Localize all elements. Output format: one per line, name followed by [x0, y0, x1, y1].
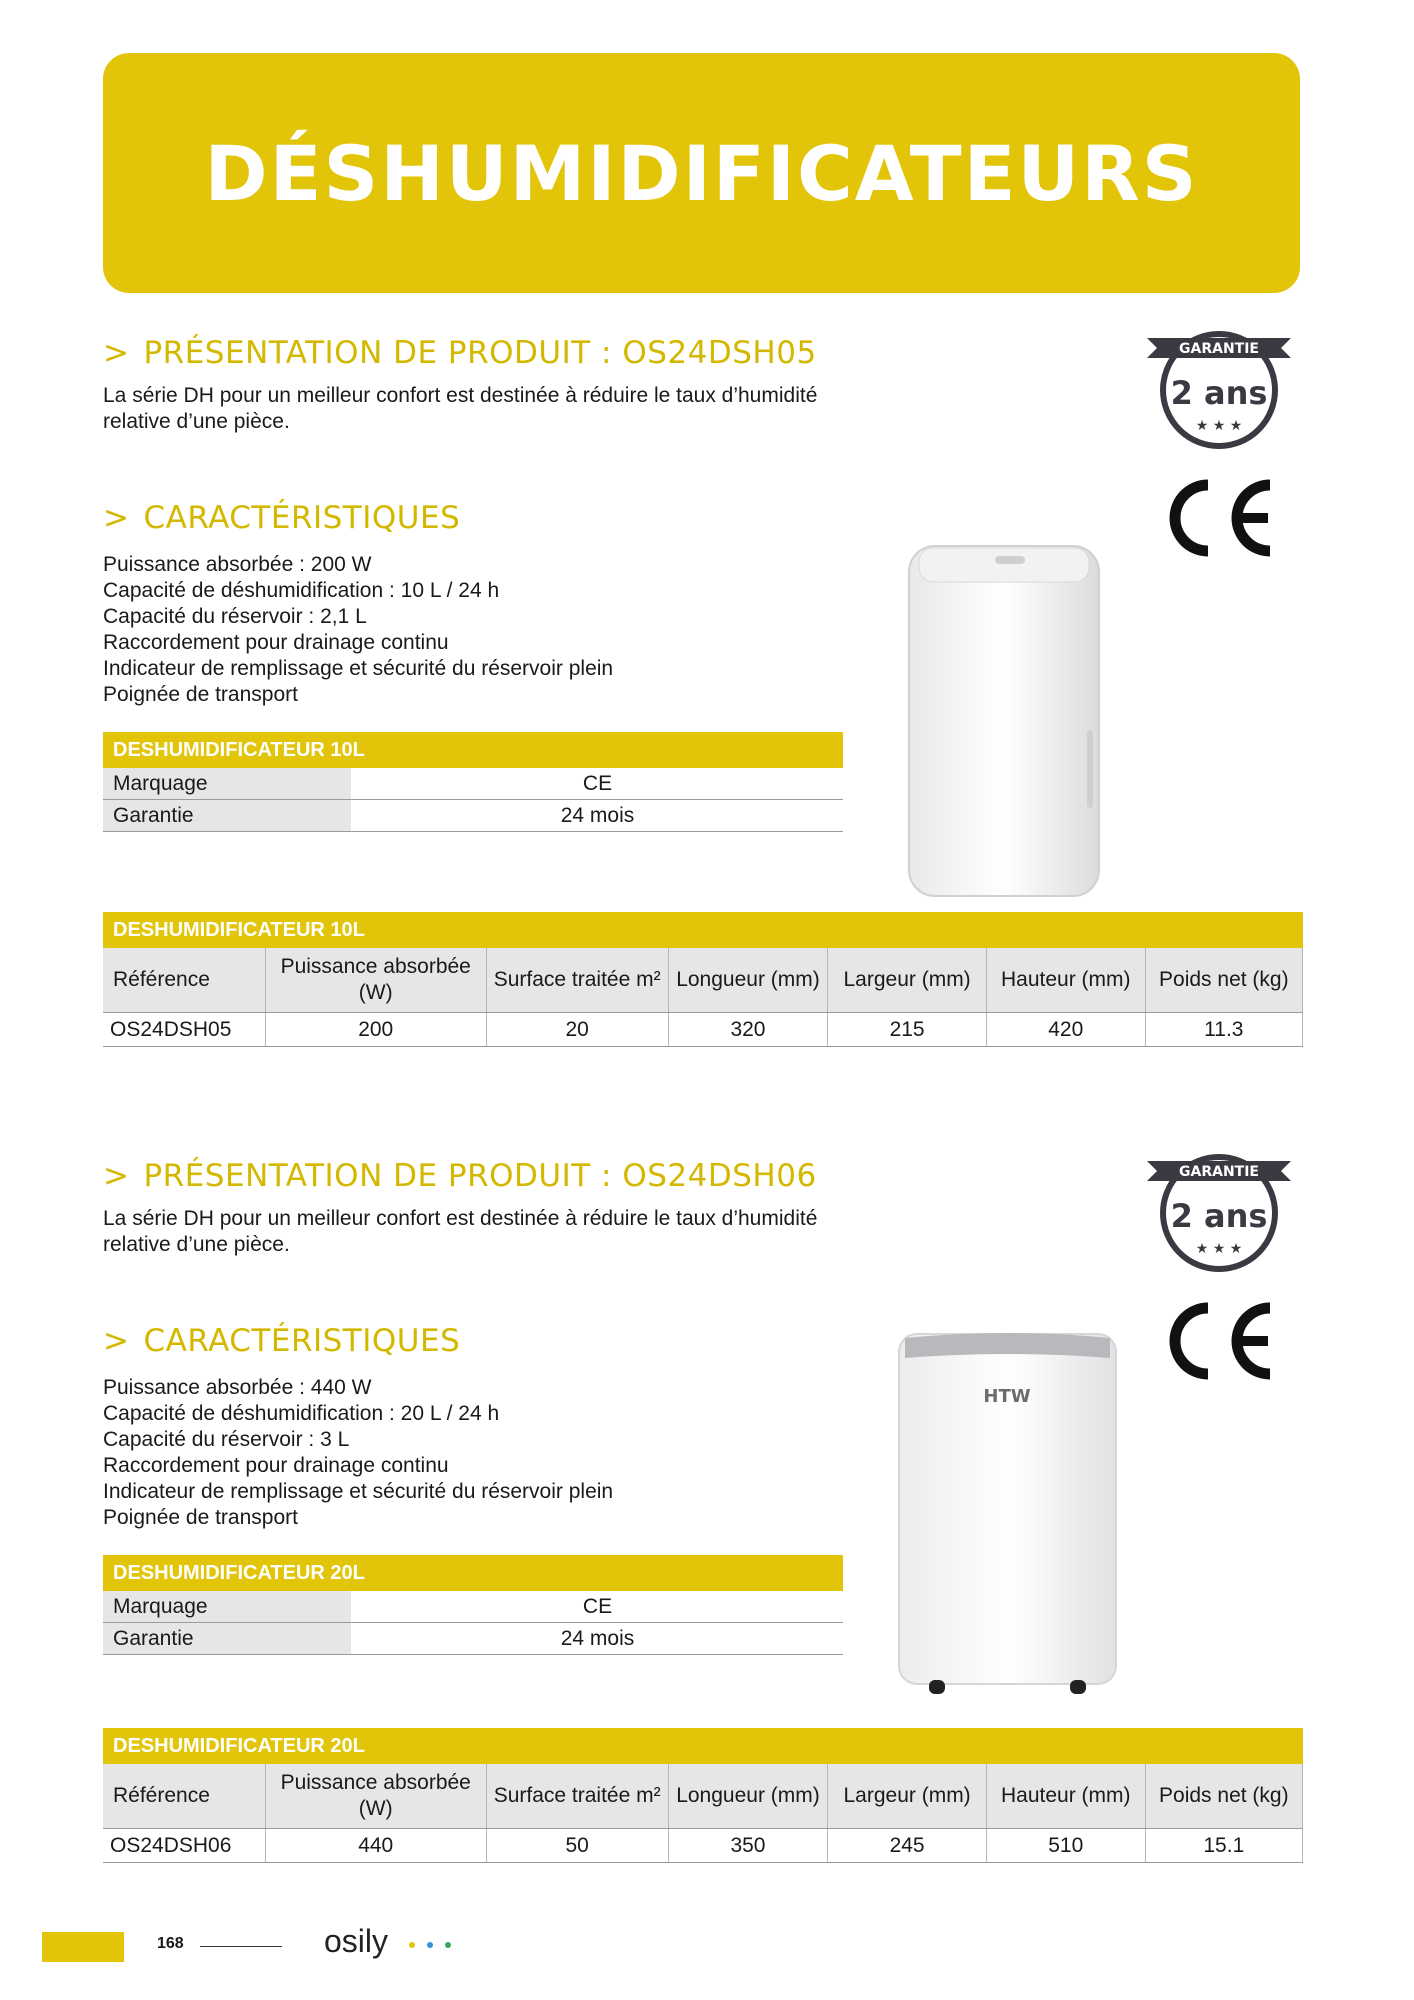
features-heading: [103, 1323, 460, 1359]
table-row: [103, 1013, 1303, 1047]
page-number: 168: [157, 1935, 184, 1952]
cell-length: 350: [668, 1829, 828, 1863]
chevron-right-icon: >: [103, 1158, 130, 1194]
product-section-os24dsh06: [0, 1158, 1414, 1978]
column-header: Poids net (kg): [1145, 1764, 1302, 1829]
column-header: Longueur (mm): [668, 948, 828, 1013]
logo-symbols-icon: [402, 1935, 472, 1955]
feature-item: Capacité du réservoir : 2,1 L: [103, 605, 367, 628]
feature-item: Puissance absorbée : 200 W: [103, 553, 372, 576]
device-brand-text: HTW: [983, 1386, 1031, 1407]
feature-item: Capacité de déshumidification : 10 L / 24 h: [103, 579, 500, 602]
feature-item: Poignée de transport: [103, 1506, 298, 1529]
table-header-row: [103, 948, 1303, 1013]
features-heading: [103, 500, 460, 536]
chevron-right-icon: >: [103, 335, 130, 371]
badge-top-text: GARANTIE: [1179, 1164, 1259, 1180]
spec-label: Marquage: [103, 1591, 352, 1623]
svg-text:★ ★ ★: ★ ★ ★: [1195, 1241, 1243, 1257]
ce-mark-icon: [1160, 475, 1280, 561]
product-description: La série DH pour un meilleur confort est destinée à réduire le taux d’humidité relative d’une pièce.: [103, 384, 818, 433]
badge-main-text: 2 ans: [1170, 374, 1268, 412]
feature-list: [103, 552, 613, 708]
dimensions-table-caption: DESHUMIDIFICATEUR 20L: [103, 1728, 1303, 1764]
product-section-os24dsh05: [0, 335, 1414, 1155]
table-header-row: [103, 1764, 1303, 1829]
svg-text:★ ★ ★: ★ ★ ★: [1195, 418, 1243, 434]
features-heading-text: CARACTÉRISTIQUES: [143, 1323, 461, 1359]
section-heading: [103, 1158, 817, 1194]
cell-length: 320: [668, 1013, 828, 1047]
spec-table-caption: DESHUMIDIFICATEUR 10L: [103, 732, 843, 768]
table-row: [103, 800, 843, 832]
cell-surface: 50: [486, 1829, 668, 1863]
column-header: Puissance absorbée (W): [265, 1764, 486, 1829]
features-heading-text: CARACTÉRISTIQUES: [143, 500, 461, 536]
dimensions-table: [103, 1728, 1303, 1863]
spec-value: 24 mois: [352, 1623, 844, 1655]
chevron-right-icon: >: [103, 1323, 130, 1359]
ce-mark-icon: [1160, 1298, 1280, 1384]
column-header: Référence: [103, 948, 265, 1013]
chevron-right-icon: >: [103, 500, 130, 536]
warranty-badge-icon: [1141, 1147, 1297, 1275]
cell-reference: OS24DSH05: [103, 1013, 265, 1047]
feature-item: Capacité de déshumidification : 20 L / 24 h: [103, 1402, 500, 1425]
spec-table: [103, 1555, 843, 1655]
spec-label: Garantie: [103, 800, 352, 832]
cell-weight: 15.1: [1145, 1829, 1302, 1863]
table-row: [103, 1623, 843, 1655]
title-banner: [103, 53, 1300, 293]
spec-table: [103, 732, 843, 832]
dimensions-table: [103, 912, 1303, 1047]
footer-divider: [200, 1946, 282, 1947]
feature-item: Raccordement pour drainage continu: [103, 1454, 449, 1477]
feature-item: Puissance absorbée : 440 W: [103, 1376, 372, 1399]
cell-height: 420: [986, 1013, 1145, 1047]
cell-width: 245: [828, 1829, 987, 1863]
spec-label: Garantie: [103, 1623, 352, 1655]
column-header: Largeur (mm): [828, 948, 987, 1013]
column-header: Largeur (mm): [828, 1764, 987, 1829]
feature-item: Raccordement pour drainage continu: [103, 631, 449, 654]
column-header: Référence: [103, 1764, 265, 1829]
warranty-badge-icon: [1141, 324, 1297, 452]
section-heading-text: PRÉSENTATION DE PRODUIT : OS24DSH05: [143, 335, 817, 371]
cell-height: 510: [986, 1829, 1145, 1863]
page-title: DÉSHUMIDIFICATEURS: [204, 128, 1199, 218]
feature-list: [103, 1375, 613, 1531]
brand-logo: osily: [324, 1923, 389, 1959]
section-heading-text: PRÉSENTATION DE PRODUIT : OS24DSH06: [143, 1158, 817, 1194]
footer-accent-bar: [42, 1932, 124, 1962]
section-heading: [103, 335, 817, 371]
spec-value: CE: [352, 768, 844, 800]
cell-weight: 11.3: [1145, 1013, 1302, 1047]
column-header: Surface traitée m²: [486, 948, 668, 1013]
feature-item: Capacité du réservoir : 3 L: [103, 1428, 350, 1451]
column-header: Poids net (kg): [1145, 948, 1302, 1013]
column-header: Puissance absorbée (W): [265, 948, 486, 1013]
spec-label: Marquage: [103, 768, 352, 800]
column-header: Surface traitée m²: [486, 1764, 668, 1829]
table-row: [103, 768, 843, 800]
table-row: [103, 1591, 843, 1623]
product-description: La série DH pour un meilleur confort est destinée à réduire le taux d’humidité relative d’une pièce.: [103, 1207, 818, 1256]
cell-surface: 20: [486, 1013, 668, 1047]
dehumidifier-10l-image: [905, 540, 1105, 905]
dehumidifier-20l-image: [895, 1330, 1120, 1705]
badge-main-text: 2 ans: [1170, 1197, 1268, 1235]
cell-power: 440: [265, 1829, 486, 1863]
feature-item: Poignée de transport: [103, 683, 298, 706]
feature-item: Indicateur de remplissage et sécurité du réservoir plein: [103, 1480, 614, 1503]
dimensions-table-caption: DESHUMIDIFICATEUR 10L: [103, 912, 1303, 948]
cell-reference: OS24DSH06: [103, 1829, 265, 1863]
cell-power: 200: [265, 1013, 486, 1047]
spec-value: 24 mois: [352, 800, 844, 832]
column-header: Hauteur (mm): [986, 948, 1145, 1013]
spec-value: CE: [352, 1591, 844, 1623]
badge-top-text: GARANTIE: [1179, 341, 1259, 357]
column-header: Hauteur (mm): [986, 1764, 1145, 1829]
spec-table-caption: DESHUMIDIFICATEUR 20L: [103, 1555, 843, 1591]
column-header: Longueur (mm): [668, 1764, 828, 1829]
cell-width: 215: [828, 1013, 987, 1047]
table-row: [103, 1829, 1303, 1863]
feature-item: Indicateur de remplissage et sécurité du réservoir plein: [103, 657, 614, 680]
